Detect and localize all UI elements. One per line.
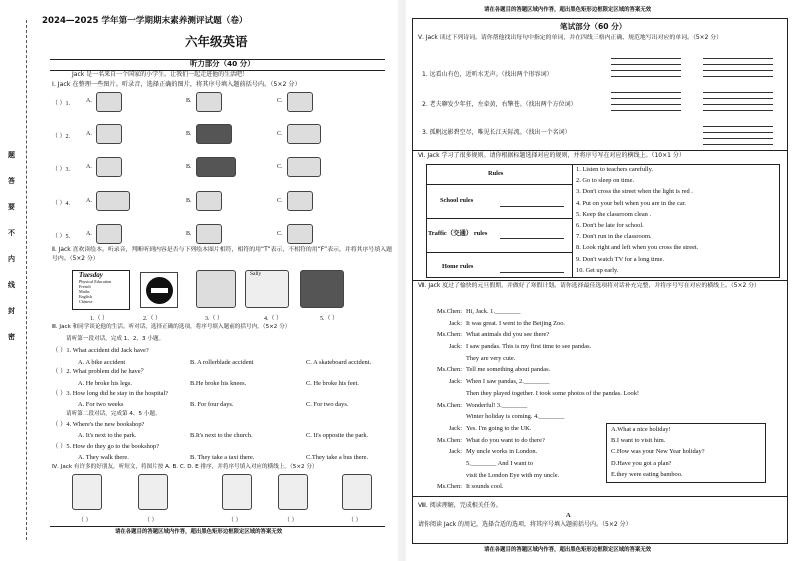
rule-item: 9. Don't watch TV for a long time. xyxy=(576,255,665,263)
friend-picture-e[interactable] xyxy=(342,474,372,510)
line-text: Tell me something about pandas. xyxy=(466,366,551,374)
q3-option-a[interactable]: A. He broke his legs. xyxy=(78,380,132,387)
q2-blank-3[interactable]: 3.（ ） xyxy=(205,316,224,322)
line-text: What do you want to do there? xyxy=(466,436,545,444)
q2-blank-4[interactable]: 4.（ ） xyxy=(264,316,283,322)
q5-line-3: 3. 孤帆远影碧空尽，唯见长江天际流。（找出一个名词） xyxy=(422,129,571,136)
q3-question-3: （ ）3. How long did he stay in the hospital? xyxy=(52,390,169,397)
dialogue-line xyxy=(424,378,764,390)
line-text: It sounds cool. xyxy=(466,483,504,491)
side-char: 密 xyxy=(8,333,15,341)
q3-question-5: （ ）5. How do they go to the bookshop? xyxy=(52,443,160,450)
line-text: My uncle works in London. xyxy=(466,448,538,456)
q3-option-a[interactable]: A. For two weeks xyxy=(78,401,124,408)
q7-instruction: Ⅶ. Jack 度过了愉快的元旦假期，并做好了寒假计划。请你选择最佳选项将对话补充完整，并将序号写在对应的横线上。（5×2 分） xyxy=(418,283,760,289)
option-d: D.Have you got a plan? xyxy=(611,459,672,467)
line-text: When I saw pandas, 2.________ xyxy=(466,378,550,386)
q3-option-b[interactable]: B.He broke his knees. xyxy=(190,380,247,387)
line-text: What animals did you see there? xyxy=(466,331,550,339)
q4-blank-2[interactable]: （ ） xyxy=(144,518,158,524)
q3-option-b[interactable]: B. For four days. xyxy=(190,401,234,408)
option-a: A.What a nice holiday! xyxy=(611,426,671,433)
rules-list xyxy=(576,166,776,278)
friend-picture-a[interactable] xyxy=(72,474,102,510)
toy-picture[interactable] xyxy=(96,224,122,244)
q1-opt-c: C. xyxy=(277,231,283,237)
timetable-picture[interactable] xyxy=(72,270,130,310)
q6-instruction: Ⅵ. Jack 学习了很多规则。请你根据标题选择对应的规则，并将序号写在对应的横线上。（10×1 分） xyxy=(418,152,685,159)
line-text: I saw pandas. This is my first time to see pandas. xyxy=(466,343,592,351)
timetable-line: French xyxy=(79,284,91,289)
right-footer: 请在各题目的答题区域内作答，超出黑色矩形边框限定区域的答案无效 xyxy=(484,547,652,553)
sally-label: Sally xyxy=(250,271,262,277)
q1-opt-a: A. xyxy=(86,164,92,170)
speaker: Jack: xyxy=(448,343,462,351)
rule-item: 3. Don't cross the street when the light is red . xyxy=(576,188,693,196)
q3-option-c[interactable]: C. A skateboard accident. xyxy=(306,359,372,366)
q1-item-2: （ ）2. xyxy=(52,134,71,140)
timetable-line: Chinese xyxy=(79,299,93,304)
q1-instruction: Ⅰ. Jack 在整理一些图片。听录音，选择正确的图片，将其序号填入题前括号内。（5×2 分） xyxy=(52,81,301,88)
speaker: Ms.Chen: xyxy=(436,401,462,409)
q8-instruction: Ⅷ. 阅读理解，完成相关任务。 xyxy=(418,502,502,509)
dialogue-line xyxy=(424,320,764,332)
options-box xyxy=(606,423,766,483)
answer-blank[interactable] xyxy=(500,238,564,239)
q3-question-1: （ ）1. What accident did Jack have? xyxy=(52,347,149,354)
option-c: C.How was your New Year holiday? xyxy=(611,448,705,456)
option-b: B.I want to visit him. xyxy=(611,437,666,445)
speaker: Jack: xyxy=(448,319,462,327)
q1-opt-a: A. xyxy=(86,198,92,204)
sally-picture[interactable] xyxy=(245,270,289,308)
line-text: Then they played together. I took some photos of the pandas. Look! xyxy=(466,389,640,397)
answer-box-bottom xyxy=(50,526,385,527)
friend-picture-b[interactable] xyxy=(138,474,168,510)
line-text: It was great. I went to the Beijing Zoo. xyxy=(466,319,566,327)
dialogue-line xyxy=(424,355,764,367)
tiger-picture[interactable] xyxy=(196,224,222,244)
q1-opt-b: B. xyxy=(186,231,192,237)
q5-line-1: 1. 远看山有色，近听水无声。（找出两个形容词） xyxy=(422,71,553,78)
q2-blank-5[interactable]: 5.（ ） xyxy=(320,316,339,322)
q1-item-1: （ ）1. xyxy=(52,101,71,107)
timetable-line: Physical Education xyxy=(79,279,112,284)
q3-sub2: 请听第二段对话，完成第 4、5 小题。 xyxy=(66,411,161,417)
q3-option-c[interactable]: C.They take a bus there. xyxy=(306,454,369,461)
q2-blank-1[interactable]: 1.（ ） xyxy=(90,316,109,322)
exam-top-title: 2024—2025 学年第一学期期末素养测评试题（卷） xyxy=(42,16,248,26)
rule-item: 5. Keep the classroom clean . xyxy=(576,210,652,218)
line-text: 5.________ And I want to xyxy=(466,459,533,467)
speaker: Jack: xyxy=(448,448,462,456)
q5-line-2: 2. 老夫聊发少年狂，左牵黄，右擎苍。（找出两个方位词） xyxy=(422,101,577,108)
children-picture[interactable] xyxy=(196,270,236,308)
speaker: Ms.Chen: xyxy=(436,436,462,444)
dialogue-line xyxy=(424,483,764,495)
line-text: They are very cute. xyxy=(466,354,516,362)
section-divider xyxy=(412,150,788,151)
rule-item: 1. Listen to teachers carefully. xyxy=(576,166,653,173)
writing-section-title: 笔试部分（60 分） xyxy=(560,22,627,31)
rules-header: Rules xyxy=(488,170,504,177)
q3-option-a[interactable]: A. A bike accident xyxy=(78,359,126,366)
timetable-line: Maths xyxy=(79,289,90,294)
q4-blank-5[interactable]: （ ） xyxy=(348,518,362,524)
q3-option-c[interactable]: C. He broke his feet. xyxy=(306,380,359,387)
q1-opt-c: C. xyxy=(277,131,283,137)
line-text: Wonderful! 3.________ xyxy=(466,401,528,409)
rules-row-school: School rules xyxy=(440,197,474,204)
firecracker-picture[interactable] xyxy=(96,157,122,177)
dialogue-line xyxy=(424,343,764,355)
bus-picture[interactable] xyxy=(287,92,313,112)
q2-instruction: Ⅱ. Jack 喜欢读绘本。听录音，判断听到内容是否与下列绘本图片相符，相符的用“T”表示，不相符的用“F”表示，并将其序号填入题号内。（5×2 分） xyxy=(52,247,392,262)
line-text: Yes. I'm going to the UK. xyxy=(466,424,532,432)
line-text: visit the London Eye with my uncle. xyxy=(466,471,560,479)
q1-opt-c: C. xyxy=(277,164,283,170)
q4-blank-1[interactable]: （ ） xyxy=(78,518,92,524)
speaker xyxy=(424,472,466,484)
q1-opt-b: B. xyxy=(186,98,192,104)
new-year-picture[interactable] xyxy=(196,157,236,177)
speaker: Ms.Chen: xyxy=(436,308,462,315)
speaker xyxy=(424,355,466,367)
friend-picture-c[interactable] xyxy=(222,474,252,510)
q3-question-4: （ ）4. Where's the new bookshop? xyxy=(52,421,145,428)
q8-sub: 请你阅读 Jack 的周记，选择合适的选项，将其序号填入题前括号内。（5×2 分） xyxy=(418,521,632,528)
bicycle-picture[interactable] xyxy=(96,191,130,211)
q2-blank-2[interactable]: 2.（ ） xyxy=(143,316,162,322)
rule-item: 7. Don't run in the classroom. xyxy=(576,233,652,241)
q3-sub1: 请听第一段对话，完成 1、2、3 小题。 xyxy=(66,336,165,342)
line-text: Winter holiday is coming. 4.________ xyxy=(466,413,565,421)
dialogue-line xyxy=(424,390,764,402)
q1-opt-c: C. xyxy=(277,98,283,104)
rule-item: 6. Don't be late for school. xyxy=(576,221,644,229)
dialogue-line xyxy=(424,331,764,343)
binding-margin xyxy=(8,150,20,358)
binding-line xyxy=(26,20,27,540)
page-gutter xyxy=(398,0,406,561)
q1-opt-c: C. xyxy=(277,198,283,204)
dialogue-line xyxy=(424,402,764,414)
q1-opt-a: A. xyxy=(86,131,92,137)
stadium-picture[interactable] xyxy=(196,124,232,144)
rule-item: 2. Go to sleep on time. xyxy=(576,177,635,185)
side-char: 封 xyxy=(8,307,15,315)
dialogue-line xyxy=(424,366,764,378)
q1-item-4: （ ）4. xyxy=(52,201,71,207)
big-ben-picture[interactable] xyxy=(96,124,122,144)
side-char: 线 xyxy=(8,281,15,289)
walking-picture[interactable] xyxy=(196,191,222,211)
speaker xyxy=(424,460,466,472)
q3-option-c[interactable]: C. It's opposite the park. xyxy=(306,432,369,439)
rule-item: 10. Get up early. xyxy=(576,266,619,274)
speaker: Jack: xyxy=(448,378,462,386)
q3-option-b[interactable]: B. They take a taxi there. xyxy=(190,454,255,461)
rule-item: 8. Look right and left when you cross the street. xyxy=(576,244,699,252)
dialogue-line xyxy=(424,308,764,320)
q4-instruction: Ⅳ. Jack 有许多的好朋友，听短文，将图片按 A. B. C. D. E 排序，并将序号填入对应的横线上。（5×2 分） xyxy=(52,464,318,470)
section-divider xyxy=(412,280,788,281)
line-text: Hi, Jack. 1.________ xyxy=(466,308,521,315)
answer-blank[interactable] xyxy=(500,206,564,207)
speaker xyxy=(424,390,466,402)
speaker: Ms.Chen: xyxy=(436,483,462,491)
skating-picture[interactable] xyxy=(287,191,313,211)
q1-opt-a: A. xyxy=(86,231,92,237)
speaker: Ms.Chen: xyxy=(436,331,462,339)
side-char: 要 xyxy=(8,203,15,211)
side-char: 不 xyxy=(8,229,15,237)
right-page xyxy=(406,0,794,561)
speaker xyxy=(424,413,466,425)
speaker: Ms.Chen: xyxy=(436,366,462,374)
tower-bridge-picture[interactable] xyxy=(287,124,321,144)
family-picture[interactable] xyxy=(287,157,321,177)
speaker: Jack: xyxy=(448,424,462,432)
sheep-picture[interactable] xyxy=(287,224,313,244)
timetable-line: English xyxy=(79,294,92,299)
timetable-title: Tuesday xyxy=(79,271,103,279)
side-char: 答 xyxy=(8,177,15,185)
answer-blank[interactable] xyxy=(500,272,564,273)
q1-opt-a: A. xyxy=(86,98,92,104)
q1-item-5: （ ）5. xyxy=(52,234,71,240)
side-char: 题 xyxy=(8,151,15,159)
q3-question-2: （ ）2. What problem did he have？ xyxy=(52,368,147,375)
q8-part: A xyxy=(566,512,571,519)
intro-text: Jack 是一名来自一个国家的小学生。让我们一起走进他的生活吧！ xyxy=(72,71,249,78)
no-entry-icon xyxy=(146,277,173,304)
q3-option-a[interactable]: A. They walk there. xyxy=(78,454,129,461)
q1-opt-b: B. xyxy=(186,198,192,204)
q4-blank-3[interactable]: （ ） xyxy=(228,518,242,524)
left-footer: 请在各题目的答题区域内作答，超出黑色矩形边框限定区域的答案无效 xyxy=(115,529,283,535)
q1-opt-b: B. xyxy=(186,164,192,170)
listening-section-title: 听力部分（40 分） xyxy=(190,59,255,68)
side-char: 内 xyxy=(8,255,15,263)
q4-blank-4[interactable]: （ ） xyxy=(284,518,298,524)
no-entry-sign-picture[interactable] xyxy=(140,272,178,308)
elephant-picture[interactable] xyxy=(300,270,344,308)
rule-item: 4. Put on your belt when you are in the car. xyxy=(576,199,687,207)
school-picture[interactable] xyxy=(196,92,222,112)
rules-row-traffic: Traffic（交通） rules xyxy=(428,230,488,237)
q1-opt-b: B. xyxy=(186,131,192,137)
basketball-picture[interactable] xyxy=(96,92,122,112)
right-header: 请在各题目的答题区域内作答，超出黑色矩形边框限定区域的答案无效 xyxy=(484,7,652,13)
q3-option-b[interactable]: B.It's next to the church. xyxy=(190,432,253,439)
rules-row-home: Home rules xyxy=(442,263,474,270)
grade-title: 六年级英语 xyxy=(185,34,248,49)
four-line-grid[interactable] xyxy=(611,58,777,150)
option-e: E.they were eating bamboo. xyxy=(611,470,683,478)
q1-item-3: （ ）3. xyxy=(52,167,71,173)
q5-instruction: Ⅴ. Jack 读过下列诗词。请你帮他找出每句中指定的单词，并在四线三格内正确、规范地写出对应的单词。（5×2 分） xyxy=(418,35,722,41)
q3-option-c[interactable]: C. For two days. xyxy=(306,401,349,408)
q3-option-b[interactable]: B. A rollerblade accident xyxy=(190,359,254,366)
q3-option-a[interactable]: A. It's next to the park. xyxy=(78,432,137,439)
section-divider xyxy=(412,496,788,497)
q3-instruction: Ⅲ. Jack 和同学谈论他的生活。听对话，选择正确的选项，将序号填入题前的括号内。（5×2 分） xyxy=(52,324,291,330)
friend-picture-d[interactable] xyxy=(278,474,308,510)
